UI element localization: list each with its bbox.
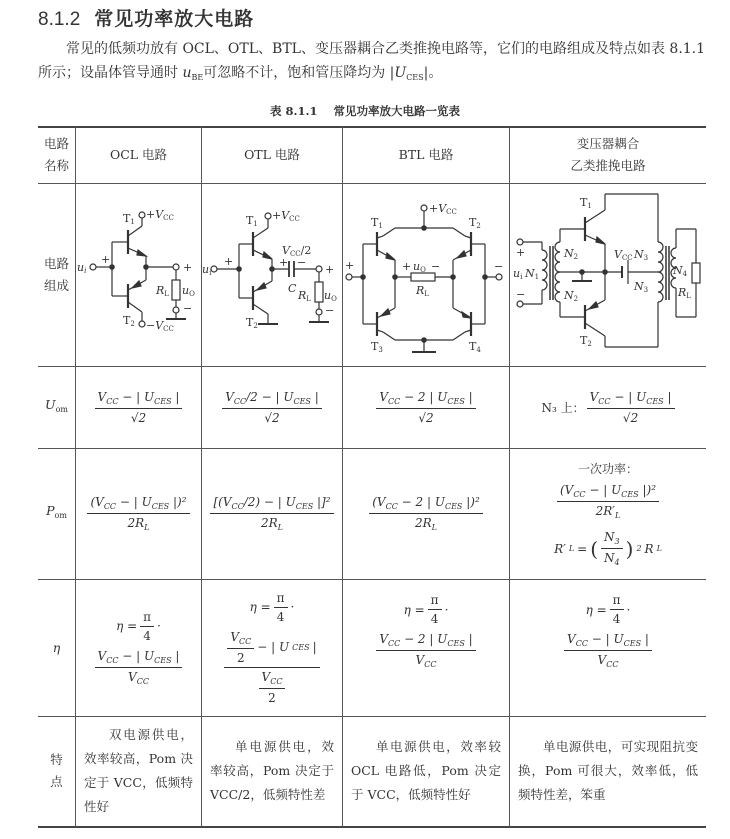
table-caption (0, 103, 730, 119)
row-header-uom (38, 366, 75, 448)
pom-ocl (76, 448, 201, 579)
svg-text:−: − (297, 256, 307, 269)
col-header-btl (343, 127, 509, 183)
eta-prefix: η = $\frac{\pi}{4}$ · (249, 590, 295, 624)
formula-fraction: $\frac{V_{CC}/2 - | U_{CES} |}{√2}$ (222, 390, 322, 425)
svg-text:RL: RL (416, 284, 429, 298)
svg-text:+: + (279, 256, 289, 269)
svg-text:−: − (431, 260, 441, 273)
svg-text:T1: T1 (371, 216, 383, 230)
features-btl: 单电源供电，效率较 OCL 电路低，Pom 决定于 VCC，低频特性好 (351, 739, 501, 802)
eta-prefix: η = $\frac{\pi}{4}$ · (403, 593, 449, 626)
uom-otl (202, 366, 342, 448)
col-header-label: 乙类推挽电路 (570, 158, 646, 173)
label-ui: ui (77, 261, 87, 275)
section-number: 8.1.2 (38, 9, 81, 30)
formula-fraction: $\frac{V_{CC}}{2}$ − | U CES | $\frac{V_{CC}}{2}$ (224, 630, 319, 705)
svg-text:T1: T1 (246, 214, 258, 228)
ube-symbol: u (182, 65, 192, 81)
eta-label: η (52, 639, 61, 655)
col-header-label: OCL 电路 (109, 147, 168, 162)
col-header-label: OTL 电路 (244, 147, 300, 162)
row-header-pom (38, 448, 75, 579)
eta-prefix: η = $\frac{\pi}{4}$ · (585, 593, 631, 626)
col-header-label: BTL 电路 (398, 147, 454, 162)
row-header-line: 名称 (43, 158, 69, 173)
eta-prefix: η = $\frac{\pi}{4}$ · (116, 609, 161, 643)
rl-prime-formula: R′ L = ( $\frac{N_3}{N_4}$ ) 2 R L (554, 530, 662, 567)
pom-otl (202, 448, 342, 579)
features-ocl: 双电源供电，效率较高，Pom 决定于 VCC，低频特性好 (84, 727, 193, 814)
pom-transformer-block (554, 460, 662, 567)
svg-text:ui: ui (202, 263, 212, 277)
svg-text:uO: uO (324, 289, 337, 303)
svg-text:uO: uO (182, 284, 195, 298)
svg-text:+: + (402, 260, 412, 273)
intro-paragraph (38, 37, 706, 90)
svg-text:N3: N3 (634, 280, 649, 294)
section-title: 常见功率放大电路 (94, 8, 255, 30)
row-header-name (38, 127, 75, 183)
btl-circuit-diagram (343, 184, 509, 366)
ube-sub: BE (191, 73, 204, 82)
intro-text-2: 可忽略不计，饱和管压降均为 | (203, 65, 395, 81)
svg-text:VCC/2: VCC/2 (282, 244, 312, 258)
eta-block (376, 593, 475, 669)
row-header-eta (38, 579, 75, 716)
uces-symbol: U (394, 65, 407, 81)
svg-text:N1: N1 (525, 267, 540, 281)
svg-text:T2: T2 (580, 334, 592, 348)
svg-text:RL: RL (678, 286, 691, 300)
intro-text-1: 常见的低频功放有 OCL、OTL、BTL、变压器耦合乙类推挽电路等，它们的电路组成及特点如表 8.1.1 所示；设晶体管导通时 (38, 41, 706, 81)
col-header-ocl (76, 127, 201, 183)
svg-text:T1: T1 (580, 196, 592, 210)
svg-text:N2: N2 (564, 247, 579, 261)
table-bottom-border (38, 826, 706, 828)
svg-text:+VCC: +VCC (429, 202, 457, 216)
svg-text:+VCC: +VCC (146, 208, 174, 222)
col-header-otl (202, 127, 342, 183)
svg-text:T2: T2 (469, 216, 481, 230)
eta-block (224, 591, 319, 705)
row-header-line: 特 (50, 752, 63, 767)
table-number: 表 8.1.1 (269, 104, 318, 118)
formula-fraction: $\frac{(V_{CC} - 2 | U_{CES} |)^2}{2R_L}$ (369, 495, 483, 532)
row-header-line: 电路 (43, 136, 69, 151)
formula-fraction: $\frac{V_{CC} - 2 | U_{CES} |}{V_{CC}}$ (376, 632, 475, 669)
formula-fraction: $\frac{V_{CC} - | U_{CES} |}{V_{CC}}$ (95, 649, 183, 686)
formula-fraction: $\frac{V_{CC} - | U_{CES} |}{V_{CC}}$ (564, 632, 652, 669)
svg-text:T4: T4 (469, 340, 481, 354)
svg-text:T3: T3 (371, 340, 383, 354)
pom-transformer (510, 448, 706, 579)
svg-text:RL: RL (156, 284, 169, 298)
uom-transformer (510, 366, 706, 448)
uom-prefix: N₃ 上： (541, 400, 585, 415)
svg-text:T1: T1 (123, 212, 135, 226)
pom-label: $P_{om}$ (46, 503, 67, 520)
svg-text:T2: T2 (246, 316, 258, 330)
svg-text:−: − (516, 288, 526, 301)
svg-text:+: + (224, 255, 234, 268)
uom-btl (343, 366, 509, 448)
svg-text:−: − (183, 302, 193, 315)
section-heading (38, 4, 254, 31)
svg-text:−VCC: −VCC (146, 319, 174, 333)
svg-text:+: + (516, 246, 526, 259)
svg-text:C: C (288, 282, 297, 295)
table-title: 常见功率放大电路一览表 (333, 104, 461, 118)
uces-sub: CES (406, 73, 424, 82)
formula-fraction: $\frac{(V_{CC} - | U_{CES} |)^2}{2R'_L}$ (557, 483, 659, 520)
col-header-label: 变压器耦合 (576, 136, 640, 151)
eta-ocl (76, 579, 201, 716)
ocl-circuit-diagram (76, 184, 201, 366)
svg-text:+VCC: +VCC (272, 209, 300, 223)
uom-ocl (76, 366, 201, 448)
formula-fraction: $\frac{V_{CC} - | U_{CES} |}{√2}$ (95, 390, 183, 425)
eta-btl (343, 579, 509, 716)
eta-otl (202, 579, 342, 716)
svg-text:−: − (494, 260, 504, 273)
svg-text:RL: RL (298, 289, 311, 303)
svg-text:N2: N2 (564, 289, 579, 303)
formula-fraction: $\frac{V_{CC} - | U_{CES} |}{√2}$ (587, 390, 675, 425)
formula-fraction: $\frac{V_{CC} - 2 | U_{CES} |}{√2}$ (376, 390, 475, 425)
otl-circuit-diagram (202, 184, 342, 366)
svg-text:ui: ui (513, 267, 523, 281)
row-header-line: 组成 (43, 277, 69, 293)
svg-text:+: + (345, 259, 355, 272)
row-header-line: 电路 (43, 255, 69, 271)
svg-text:T2: T2 (123, 314, 135, 328)
formula-fraction: $\frac{(V_{CC} - | U_{CES} |)^2}{2R_L}$ (87, 495, 189, 532)
features-otl: 单电源供电，效率较高，Pom 决定于 VCC/2，低频特性差 (210, 739, 334, 802)
row-header-line: 点 (50, 774, 63, 789)
eta-block (95, 610, 183, 686)
primary-power-label: 一次功率： (577, 462, 638, 476)
transformer-circuit-diagram (510, 184, 706, 366)
eta-transformer (510, 579, 706, 716)
intro-text-3: |。 (423, 65, 443, 81)
features-transformer: 单电源供电，可实现阻抗变换，Pom 可很大，效率低，低频特性差，笨重 (518, 739, 698, 802)
svg-text:+: + (325, 263, 335, 276)
svg-text:−: − (325, 304, 335, 317)
pom-btl (343, 448, 509, 579)
uom-label: $U_{om}$ (45, 396, 68, 414)
svg-text:N4: N4 (673, 264, 688, 278)
row-header-features (38, 716, 75, 826)
formula-fraction: $\frac{[(V_{CC}/2) - | U_{CES} |]^2}{2R_L}$ (210, 495, 333, 532)
eta-block (564, 593, 652, 669)
svg-text:VCC: VCC (614, 248, 633, 262)
svg-text:N3: N3 (634, 248, 649, 262)
col-header-transformer (510, 127, 706, 183)
row-header-circuit (38, 183, 75, 366)
svg-text:+: + (183, 261, 193, 274)
svg-text:+: + (101, 253, 111, 266)
svg-text:uO: uO (413, 260, 426, 274)
